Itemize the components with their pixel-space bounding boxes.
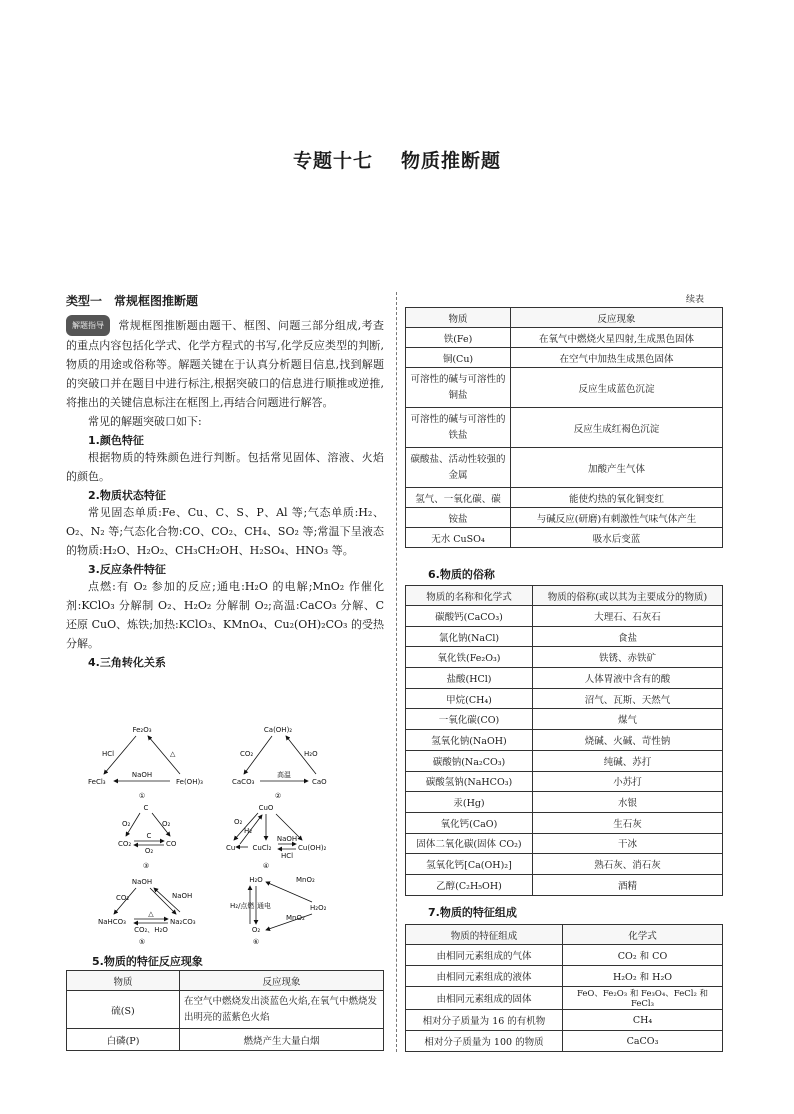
cell: 人体胃液中含有的酸 xyxy=(533,668,723,689)
table-header-row xyxy=(67,971,384,991)
d2-left: CaCO₃ xyxy=(232,778,255,786)
d3-bottom-label-2: O₂ xyxy=(144,847,154,855)
table-row xyxy=(406,408,723,448)
d4-top: CuO xyxy=(258,804,274,812)
d1-right-label: △ xyxy=(170,750,176,758)
triangle-diagrams-svg xyxy=(80,722,380,950)
cell: 可溶性的碱与可溶性的铜盐 xyxy=(406,368,511,408)
cell: 铁(Fe) xyxy=(406,328,511,348)
d3-top: C xyxy=(143,804,149,812)
cell: 铜(Cu) xyxy=(406,348,511,368)
d5-right-label: NaOH xyxy=(172,892,193,900)
cell: 纯碱、苏打 xyxy=(533,750,723,771)
table-reactions xyxy=(66,970,384,1051)
s1-title: 1.颜色特征 xyxy=(88,434,144,447)
d6-top: H₂O xyxy=(249,876,263,884)
table-header-row xyxy=(406,308,723,328)
d2-right-label: H₂O xyxy=(304,750,318,758)
table-row xyxy=(406,812,723,833)
d2-top: Ca(OH)₂ xyxy=(263,726,293,734)
table-row xyxy=(406,1010,723,1031)
cell: 在空气中加热生成黑色固体 xyxy=(511,348,723,368)
column-divider xyxy=(396,292,397,1052)
cell: 无水 CuSO₄ xyxy=(406,528,511,548)
s1-text: 根据物质的特殊颜色进行判断。包括常见固体、溶液、火焰的颜色。 xyxy=(66,451,384,483)
d4-left-label: O₂ xyxy=(234,818,243,826)
diagram-1 xyxy=(88,726,203,800)
cell: 煤气 xyxy=(533,709,723,730)
table-row xyxy=(406,792,723,813)
table-row xyxy=(406,448,723,488)
type1-heading: 类型一 常规框图推断题 xyxy=(66,294,199,308)
d5-left-label: CO₂ xyxy=(116,894,130,902)
cell: 碳酸盐、活动性较强的金属 xyxy=(406,448,511,488)
table-row xyxy=(406,668,723,689)
col-name-formula: 物质的名称和化学式 xyxy=(406,586,533,606)
table-composition xyxy=(405,924,723,1052)
d5-bottom-label: △ xyxy=(148,910,154,918)
table-row xyxy=(406,348,723,368)
d3-left-label: O₂ xyxy=(122,820,131,828)
table-header-row xyxy=(406,586,723,606)
table-row xyxy=(406,528,723,548)
table-row xyxy=(406,730,723,751)
cell: 碳酸钙(CaCO₃) xyxy=(406,606,533,627)
table-row xyxy=(406,688,723,709)
table-row xyxy=(406,328,723,348)
diagram-2 xyxy=(232,726,327,800)
cell: 相对分子质量为 16 的有机物 xyxy=(406,1010,563,1031)
cell: 食盐 xyxy=(533,626,723,647)
diagram-6 xyxy=(230,876,327,946)
cell: 小苏打 xyxy=(533,771,723,792)
table-row xyxy=(406,709,723,730)
table-row xyxy=(406,488,723,508)
cell: CO₂ 和 CO xyxy=(563,945,723,966)
cell: 可溶性的碱与可溶性的铁盐 xyxy=(406,408,511,448)
d1-number: ① xyxy=(138,792,146,800)
cell: H₂O₂ 和 H₂O xyxy=(563,966,723,987)
d4-mid: CuCl₂ xyxy=(252,844,272,852)
table-row xyxy=(406,854,723,875)
cell: 能使灼热的氧化铜变红 xyxy=(511,488,723,508)
col-phenomenon: 反应现象 xyxy=(180,971,384,991)
cell: FeO、Fe₂O₃ 和 Fe₃O₄、FeCl₂ 和 FeCl₃ xyxy=(563,987,723,1010)
col-common-name: 物质的俗称(或以其为主要成分的物质) xyxy=(533,586,723,606)
cell: CaCO₃ xyxy=(563,1031,723,1052)
table-row xyxy=(406,966,723,987)
table-row xyxy=(406,626,723,647)
table-row xyxy=(406,874,723,895)
common-breakthrough: 常见的解题突破口如下: xyxy=(88,415,202,428)
d5-top: NaOH xyxy=(131,878,153,886)
table-row xyxy=(406,508,723,528)
cell: 干冰 xyxy=(533,833,723,854)
s6-title: 6.物质的俗称 xyxy=(428,568,495,581)
diagram-3 xyxy=(118,804,177,870)
cell: 铁锈、赤铁矿 xyxy=(533,647,723,668)
cell: 酒精 xyxy=(533,874,723,895)
cell: 在空气中燃烧发出淡蓝色火焰,在氧气中燃烧发出明亮的蓝紫色火焰 xyxy=(180,991,384,1029)
table-row xyxy=(406,647,723,668)
d1-left-label: HCl xyxy=(102,750,115,758)
cell: 固体二氧化碳(固体 CO₂) xyxy=(406,833,533,854)
s3-text: 点燃:有 O₂ 参加的反应;通电:H₂O 的电解;MnO₂ 作催化剂:KClO₃ 分解制 O₂、H₂O₂ 分解制 O₂;高温:CaCO₃ 分解、C 还原 CuO、炼铁;加热:KClO₃、KMnO₄、Cu₂(OH)₂CO₃ 的受热分解。 xyxy=(66,580,384,650)
col-composition: 物质的特征组成 xyxy=(406,925,563,945)
cell: 烧碱、火碱、苛性钠 xyxy=(533,730,723,751)
d2-bottom-label: 高温 xyxy=(277,771,291,779)
d4-bottom-label-2: HCl xyxy=(280,852,294,860)
cell: 氢氧化钠(NaOH) xyxy=(406,730,533,751)
d1-top: Fe₂O₃ xyxy=(132,726,152,734)
table-reactions-continued xyxy=(405,307,723,548)
cell: CH₄ xyxy=(563,1010,723,1031)
continued-label: 续表 xyxy=(686,295,705,305)
cell: 熟石灰、消石灰 xyxy=(533,854,723,875)
cell: 在氧气中燃烧火星四射,生成黑色固体 xyxy=(511,328,723,348)
d1-left: FeCl₃ xyxy=(88,778,106,786)
cell: 反应生成红褐色沉淀 xyxy=(511,408,723,448)
s2-title: 2.物质状态特征 xyxy=(88,489,166,502)
s3-title: 3.反应条件特征 xyxy=(88,563,166,576)
tip-badge: 解题指导 xyxy=(66,315,110,336)
s4-title: 4.三角转化关系 xyxy=(88,656,166,669)
col-phenomenon: 反应现象 xyxy=(511,308,723,328)
cell: 燃烧产生大量白烟 xyxy=(180,1029,384,1051)
cell: 氢氧化钙[Ca(OH)₂] xyxy=(406,854,533,875)
cell: 乙醇(C₂H₅OH) xyxy=(406,874,533,895)
table-common-names xyxy=(405,585,723,896)
col-formula: 化学式 xyxy=(563,925,723,945)
s2-text: 常见固态单质:Fe、Cu、C、S、P、Al 等;气态单质:H₂、O₂、N₂ 等;气态化合物:CO、CO₂、CH₄、SO₂ 等;常温下呈液态的物质:H₂O、H₂O₂、CH₃CH₂OH、H₂SO₄、HNO₃ 等。 xyxy=(66,506,384,557)
d3-number: ③ xyxy=(142,862,150,870)
cell: 氢气、一氧化碳、碳 xyxy=(406,488,511,508)
d6-right: H₂O₂ xyxy=(310,904,327,912)
cell: 碳酸钠(Na₂CO₃) xyxy=(406,750,533,771)
cell: 由相同元素组成的气体 xyxy=(406,945,563,966)
d1-bottom-label: NaOH xyxy=(131,771,153,779)
d6-right-catalyst: MnO₂ xyxy=(296,876,315,884)
cell: 一氧化碳(CO) xyxy=(406,709,533,730)
intro-text: 常规框图推断题由题干、框图、问题三部分组成,考查的重点内容包括化学式、化学方程式的书写,化学反应类型的判断,物质的用途或俗称等。解题关键在于认真分析题目信息,找到解题的突破口并在题目中进行标注,根据突破口的信息进行顺推或逆推,将推出的关键信息标注在框图上,再结合问题进行解答。 xyxy=(66,319,384,409)
cell: 盐酸(HCl) xyxy=(406,668,533,689)
title-sub: 物质推断题 xyxy=(401,150,502,172)
table-row xyxy=(406,368,723,408)
cell: 由相同元素组成的固体 xyxy=(406,987,563,1010)
d3-right: CO xyxy=(166,840,177,848)
cell: 白磷(P) xyxy=(67,1029,180,1051)
cell: 甲烷(CH₄) xyxy=(406,688,533,709)
left-column xyxy=(66,292,384,670)
cell: 氯化钠(NaCl) xyxy=(406,626,533,647)
diagram-5 xyxy=(98,878,196,946)
d4-number: ④ xyxy=(262,862,270,870)
d3-left: CO₂ xyxy=(118,840,132,848)
d5-bottom-label-2: CO₂、H₂O xyxy=(134,926,168,934)
cell: 由相同元素组成的液体 xyxy=(406,966,563,987)
d2-left-label: CO₂ xyxy=(240,750,254,758)
cell: 加酸产生气体 xyxy=(511,448,723,488)
table-row xyxy=(406,606,723,627)
d3-bottom-label: C xyxy=(146,832,152,840)
d4-bottom-label: NaOH xyxy=(276,835,298,843)
table-header-row xyxy=(406,925,723,945)
d3-right-label: O₂ xyxy=(162,820,171,828)
d1-right: Fe(OH)₃ xyxy=(176,778,203,786)
cell: 汞(Hg) xyxy=(406,792,533,813)
d2-number: ② xyxy=(274,792,282,800)
col-substance: 物质 xyxy=(67,971,180,991)
d6-right-catalyst-2: MnO₂ xyxy=(286,914,305,922)
table-row xyxy=(406,945,723,966)
d5-left: NaHCO₃ xyxy=(98,918,126,926)
cell: 与碱反应(研磨)有刺激性气味气体产生 xyxy=(511,508,723,528)
cell: 生石灰 xyxy=(533,812,723,833)
d5-number: ⑤ xyxy=(138,938,146,946)
title-main: 专题十七 xyxy=(292,150,373,172)
d4-left-label-2: H₂ xyxy=(244,827,253,835)
table-row xyxy=(67,991,384,1029)
table-row xyxy=(406,833,723,854)
table-row xyxy=(67,1029,384,1051)
d4-left: Cu xyxy=(226,844,236,852)
cell: 沼气、瓦斯、天然气 xyxy=(533,688,723,709)
cell: 氧化钙(CaO) xyxy=(406,812,533,833)
table-row xyxy=(406,1031,723,1052)
cell: 硫(S) xyxy=(67,991,180,1029)
triangle-diagrams xyxy=(80,722,380,950)
page-title xyxy=(0,146,794,173)
table-row xyxy=(406,750,723,771)
cell: 大理石、石灰石 xyxy=(533,606,723,627)
s5-title-text: 5.物质的特征反应现象 xyxy=(92,955,203,968)
cell: 铵盐 xyxy=(406,508,511,528)
d5-right: Na₂CO₃ xyxy=(170,918,196,926)
type1-intro xyxy=(66,315,384,412)
s7-title: 7.物质的特征组成 xyxy=(428,906,517,919)
cell: 碳酸氢钠(NaHCO₃) xyxy=(406,771,533,792)
cell: 反应生成蓝色沉淀 xyxy=(511,368,723,408)
d6-mid: 通电 xyxy=(257,902,271,910)
diagram-4 xyxy=(226,804,327,870)
d6-left-label: H₂/点燃 xyxy=(230,902,255,910)
cell: 吸水后变蓝 xyxy=(511,528,723,548)
d6-number: ⑥ xyxy=(252,938,260,946)
s5-title xyxy=(92,950,203,969)
d4-right: Cu(OH)₂ xyxy=(298,844,327,852)
cell: 氧化铁(Fe₂O₃) xyxy=(406,647,533,668)
d2-right: CaO xyxy=(312,778,327,786)
col-substance: 物质 xyxy=(406,308,511,328)
d6-bottom: O₂ xyxy=(251,926,261,934)
cell: 水银 xyxy=(533,792,723,813)
table-row xyxy=(406,987,723,1010)
cell: 相对分子质量为 100 的物质 xyxy=(406,1031,563,1052)
table-row xyxy=(406,771,723,792)
